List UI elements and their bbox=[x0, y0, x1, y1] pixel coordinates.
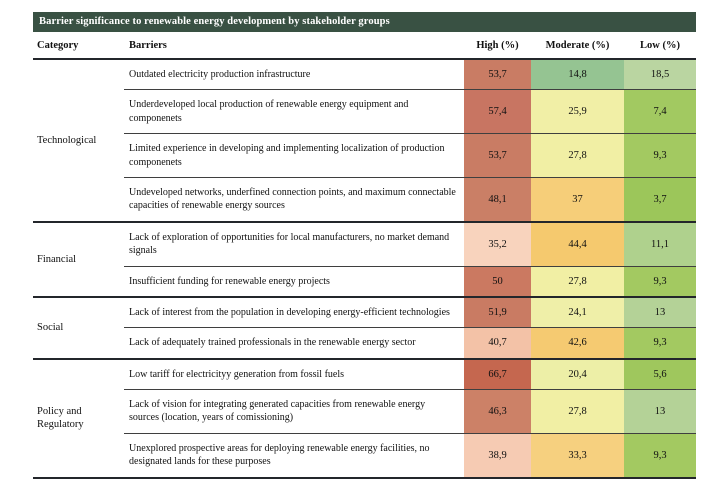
moderate-value-cell: 42,6 bbox=[531, 328, 624, 359]
table-header bbox=[33, 32, 696, 59]
low-value-cell: 9,3 bbox=[624, 433, 696, 477]
high-value-cell: 66,7 bbox=[464, 359, 531, 390]
barrier-cell: Insufficient funding for renewable energy projects bbox=[124, 266, 464, 297]
low-value-cell: 13 bbox=[624, 390, 696, 434]
moderate-value-cell: 25,9 bbox=[531, 90, 624, 134]
moderate-value-cell: 37 bbox=[531, 177, 624, 221]
table-row bbox=[33, 59, 696, 90]
category-cell: Policy and Regulatory bbox=[33, 359, 124, 478]
high-value-cell: 50 bbox=[464, 266, 531, 297]
moderate-value-cell: 14,8 bbox=[531, 59, 624, 90]
moderate-value-cell: 33,3 bbox=[531, 433, 624, 477]
high-value-cell: 38,9 bbox=[464, 433, 531, 477]
table-row bbox=[33, 297, 696, 328]
moderate-value-cell: 27,8 bbox=[531, 390, 624, 434]
low-value-cell: 9,3 bbox=[624, 134, 696, 178]
high-value-cell: 35,2 bbox=[464, 222, 531, 266]
barrier-cell: Outdated electricity production infrastructure bbox=[124, 59, 464, 90]
high-value-cell: 53,7 bbox=[464, 134, 531, 178]
column-header-high: High (%) bbox=[464, 32, 531, 59]
high-value-cell: 48,1 bbox=[464, 177, 531, 221]
category-cell: Social bbox=[33, 297, 124, 359]
low-value-cell: 13 bbox=[624, 297, 696, 328]
barriers-table bbox=[33, 32, 696, 479]
barrier-cell: Underdeveloped local production of renewable energy equipment and componenets bbox=[124, 90, 464, 134]
header-row bbox=[33, 32, 696, 59]
column-header-low: Low (%) bbox=[624, 32, 696, 59]
high-value-cell: 40,7 bbox=[464, 328, 531, 359]
table-row bbox=[33, 433, 696, 477]
moderate-value-cell: 20,4 bbox=[531, 359, 624, 390]
barrier-cell: Lack of interest from the population in developing energy-efficient technologies bbox=[124, 297, 464, 328]
moderate-value-cell: 44,4 bbox=[531, 222, 624, 266]
table-row bbox=[33, 359, 696, 390]
barrier-cell: Lack of adequately trained professionals in the renewable energy sector bbox=[124, 328, 464, 359]
table-row bbox=[33, 177, 696, 221]
barrier-cell: Lack of exploration of opportunities for local manufacturers, no market demand signals bbox=[124, 222, 464, 266]
moderate-value-cell: 27,8 bbox=[531, 266, 624, 297]
barrier-cell: Undeveloped networks, underfined connection points, and maximum connectable capacities of renewable energy sources bbox=[124, 177, 464, 221]
table-row bbox=[33, 222, 696, 266]
low-value-cell: 7,4 bbox=[624, 90, 696, 134]
barrier-cell: Limited experience in developing and implementing localization of production componenets bbox=[124, 134, 464, 178]
low-value-cell: 18,5 bbox=[624, 59, 696, 90]
column-header-moderate: Moderate (%) bbox=[531, 32, 624, 59]
low-value-cell: 9,3 bbox=[624, 328, 696, 359]
barrier-cell: Low tariff for electricityy generation from fossil fuels bbox=[124, 359, 464, 390]
moderate-value-cell: 24,1 bbox=[531, 297, 624, 328]
high-value-cell: 53,7 bbox=[464, 59, 531, 90]
category-cell: Technological bbox=[33, 59, 124, 222]
low-value-cell: 11,1 bbox=[624, 222, 696, 266]
low-value-cell: 3,7 bbox=[624, 177, 696, 221]
high-value-cell: 57,4 bbox=[464, 90, 531, 134]
table-row bbox=[33, 90, 696, 134]
table-row bbox=[33, 134, 696, 178]
column-header-barriers: Barriers bbox=[124, 32, 464, 59]
category-cell: Financial bbox=[33, 222, 124, 297]
barriers-table-figure bbox=[33, 12, 696, 479]
high-value-cell: 46,3 bbox=[464, 390, 531, 434]
table-row bbox=[33, 266, 696, 297]
barrier-cell: Unexplored prospective areas for deploying renewable energy facilities, no designated lands for these purposes bbox=[124, 433, 464, 477]
moderate-value-cell: 27,8 bbox=[531, 134, 624, 178]
high-value-cell: 51,9 bbox=[464, 297, 531, 328]
table-body bbox=[33, 59, 696, 478]
low-value-cell: 5,6 bbox=[624, 359, 696, 390]
barrier-cell: Lack of vision for integrating generated capacities from renewable energy sources (location, years of comissioning) bbox=[124, 390, 464, 434]
table-title-bar: Barrier significance to renewable energy development by stakeholder groups bbox=[33, 12, 696, 32]
table-row bbox=[33, 328, 696, 359]
low-value-cell: 9,3 bbox=[624, 266, 696, 297]
table-row bbox=[33, 390, 696, 434]
column-header-category: Category bbox=[33, 32, 124, 59]
